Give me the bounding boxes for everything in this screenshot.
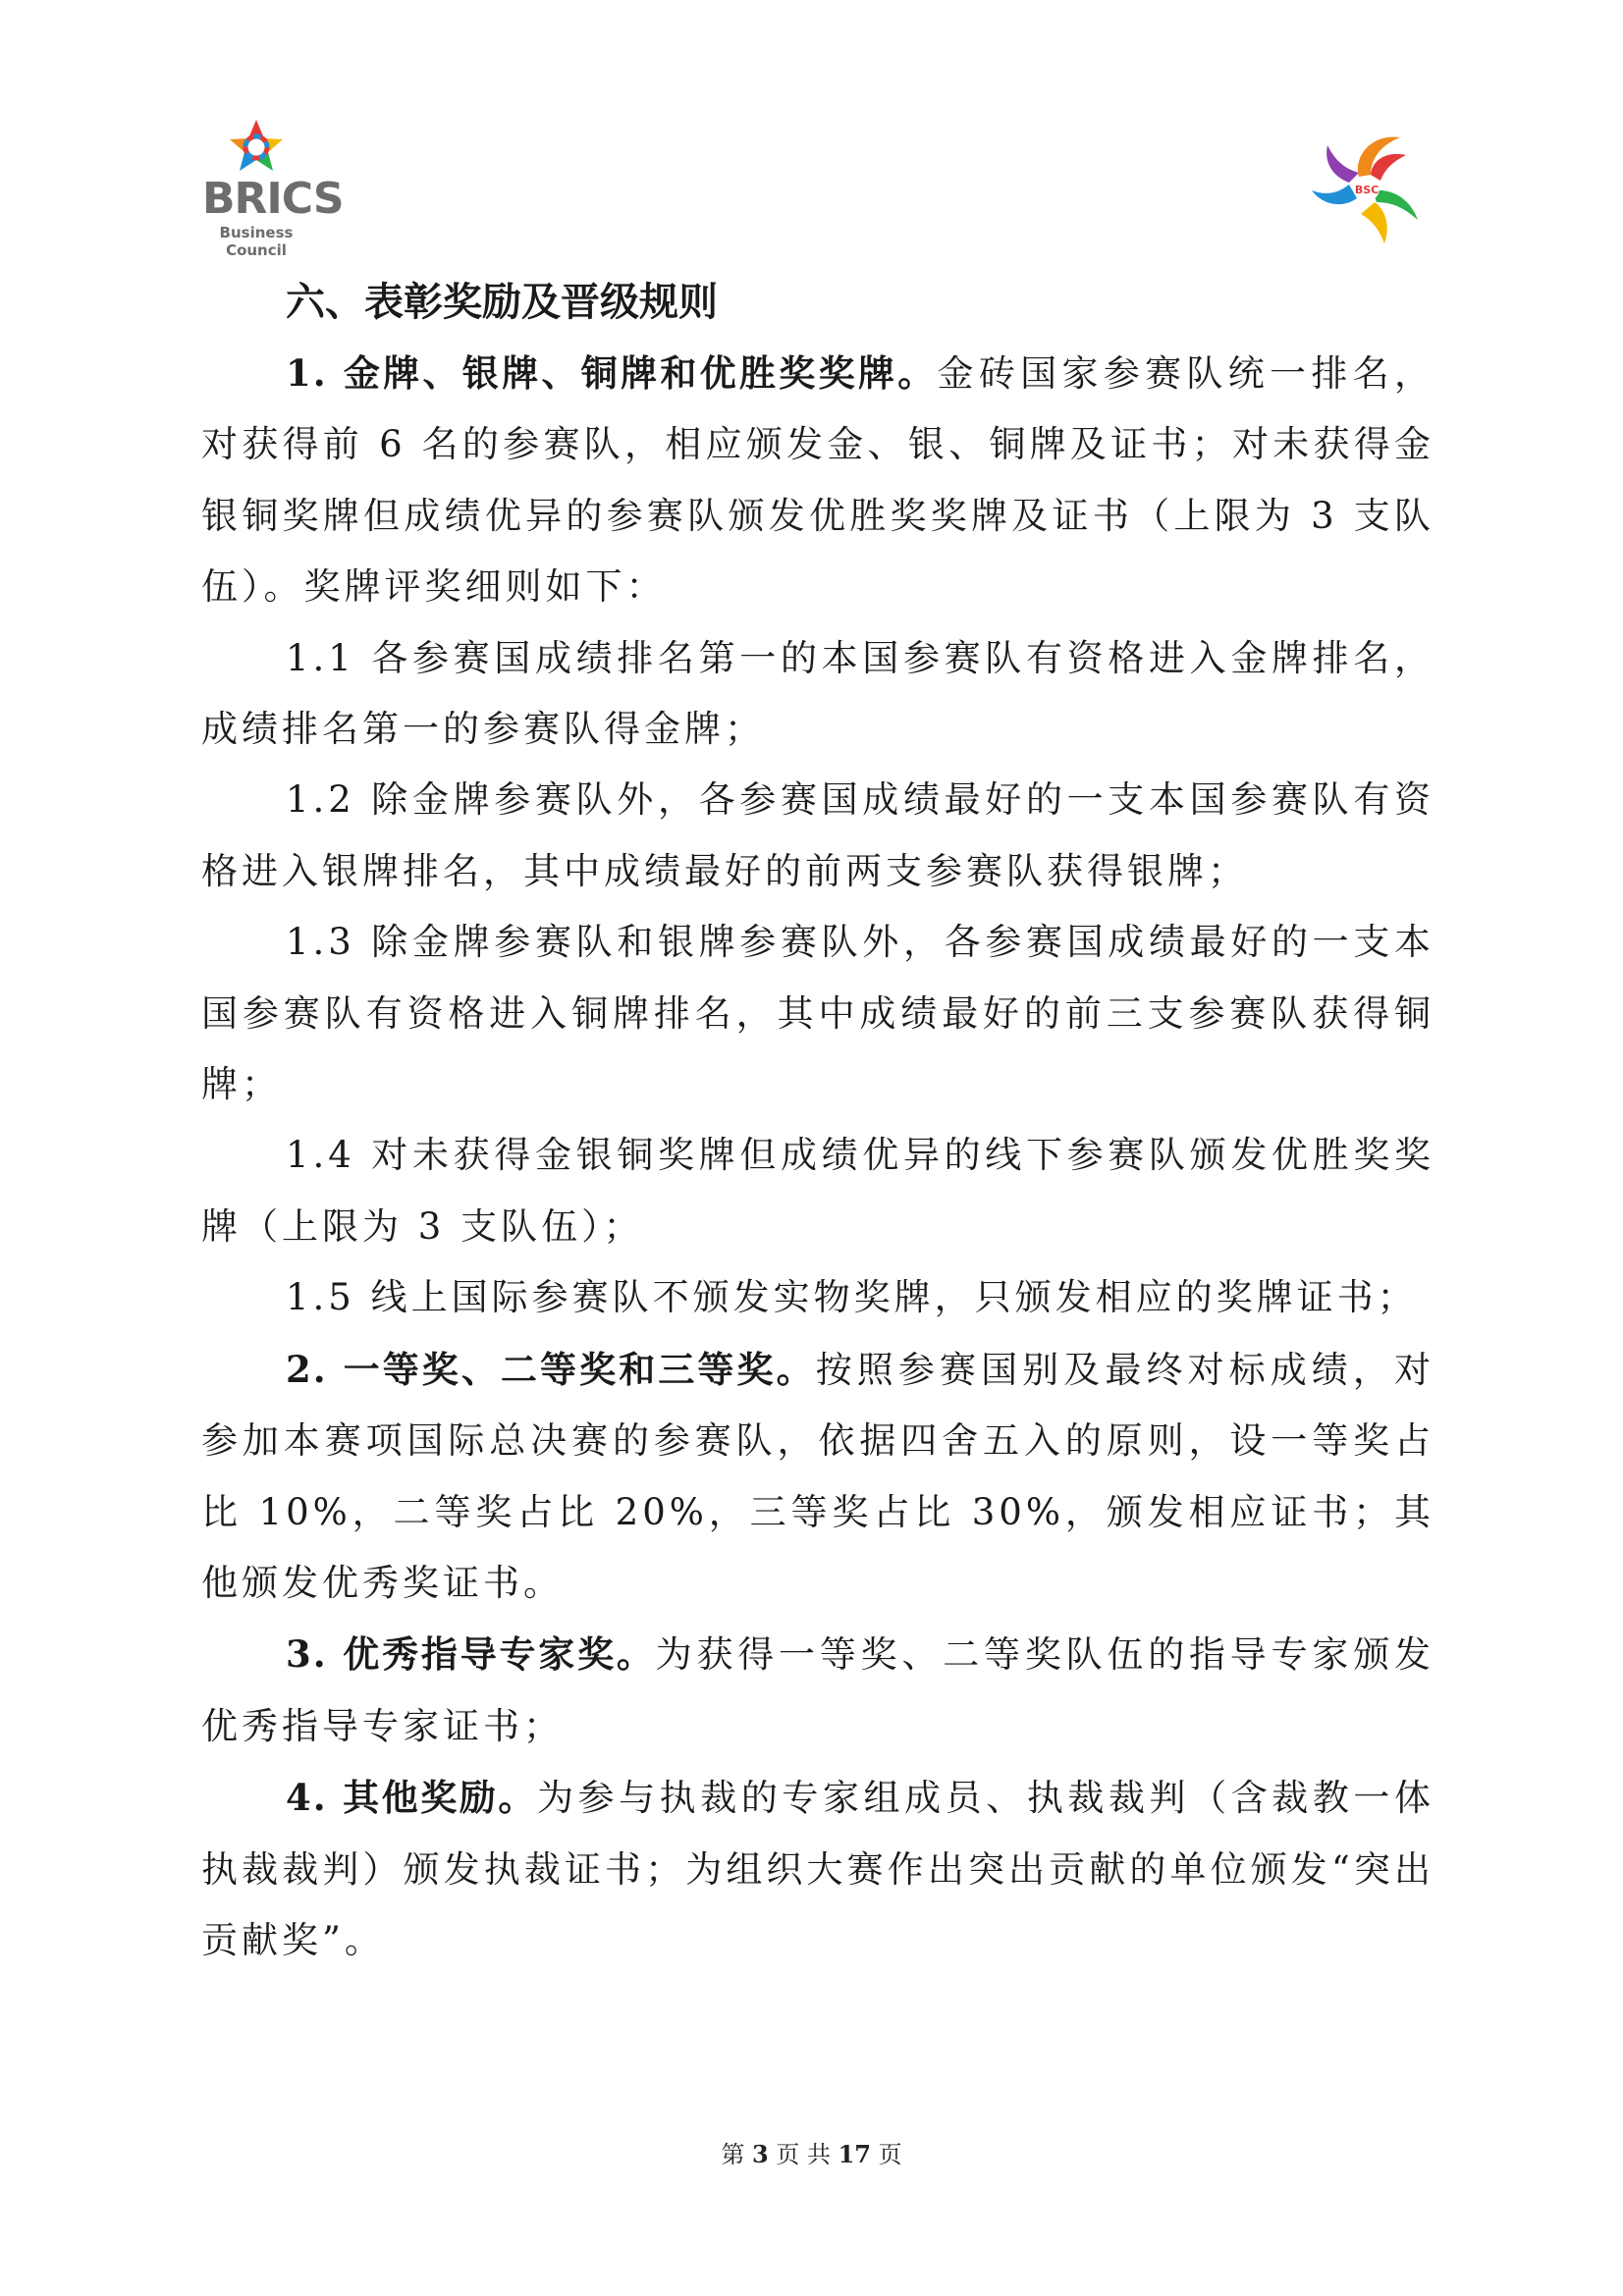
paragraph-1-3 bbox=[201, 907, 1434, 1120]
paragraph-4-text: 为参与执裁的专家组成员、执裁裁判（含裁教一体执裁裁判）颁发执裁证书；为组织大赛作出突出贡献的单位颁发“突出贡献奖”。 bbox=[201, 1777, 1434, 1961]
footer-page-number: 3 bbox=[751, 2140, 769, 2168]
paragraph-1-5 bbox=[201, 1262, 1434, 1333]
bsc-swirl-icon bbox=[1304, 126, 1436, 251]
footer-prefix: 第 bbox=[721, 2141, 745, 2168]
logo-business-council-text: Business Council bbox=[219, 224, 294, 259]
paragraph-1-3-text: 1.3 除金牌参赛队和银牌参赛队外，各参赛国成绩最好的一支本国参赛队有资格进入铜牌排名，其中成绩最好的前三支参赛队获得铜牌； bbox=[201, 921, 1434, 1106]
paragraph-1-5-text: 1.5 线上国际参赛队不颁发实物奖牌，只颁发相应的奖牌证书； bbox=[286, 1276, 1418, 1319]
paragraph-1-1-text: 1.1 各参赛国成绩排名第一的本国参赛队有资格进入金牌排名，成绩排名第一的参赛队得金牌； bbox=[201, 636, 1434, 751]
paragraph-1-4-text: 1.4 对未获得金银铜奖牌但成绩优异的线下参赛队颁发优胜奖奖牌（上限为 3 支队伍）； bbox=[201, 1134, 1434, 1248]
logo-brics-text: BRICS bbox=[202, 174, 344, 224]
paragraph-2-text: 按照参赛国别及最终对标成绩，对参加本赛项国际总决赛的参赛队，依据四舍五入的原则，设一等奖占比 10%，二等奖占比 20%，三等奖占比 30%，颁发相应证书；其他颁发优秀奖证书。 bbox=[201, 1348, 1434, 1604]
paragraph-3-text: 为获得一等奖、二等奖队伍的指导专家颁发优秀指导专家证书； bbox=[201, 1633, 1434, 1747]
brics-star-icon bbox=[202, 116, 310, 177]
logo-bsc-text: BSC bbox=[1354, 184, 1380, 196]
paragraph-2-bold-lead: 2. 一等奖、二等奖和三等奖。 bbox=[286, 1347, 816, 1391]
document-body bbox=[201, 267, 1434, 1976]
brics-business-council-logo bbox=[202, 116, 344, 261]
paragraph-3-bold-lead: 3. 优秀指导专家奖。 bbox=[286, 1632, 656, 1677]
paragraph-1-bold-lead: 1. 金牌、银牌、铜牌和优胜奖奖牌。 bbox=[286, 351, 938, 395]
footer-middle: 页 共 bbox=[776, 2141, 831, 2168]
paragraph-4 bbox=[201, 1762, 1434, 1976]
bsc-logo bbox=[1304, 126, 1436, 251]
paragraph-1-2 bbox=[201, 765, 1434, 907]
footer-total-pages: 17 bbox=[838, 2140, 872, 2168]
paragraph-1-2-text: 1.2 除金牌参赛队外，各参赛国成绩最好的一支本国参赛队有资格进入银牌排名，其中成绩最好的前两支参赛队获得银牌； bbox=[201, 778, 1434, 892]
paragraph-1-1 bbox=[201, 623, 1434, 766]
paragraph-1-text: 金砖国家参赛队统一排名，对获得前 6 名的参赛队，相应颁发金、银、铜牌及证书；对未获得金银铜奖牌但成绩优异的参赛队颁发优胜奖奖牌及证书（上限为 3 支队伍）。奖牌评奖细则如下： bbox=[201, 352, 1435, 609]
paragraph-2 bbox=[201, 1334, 1434, 1620]
paragraph-4-bold-lead: 4. 其他奖励。 bbox=[286, 1776, 537, 1820]
page-footer bbox=[0, 2135, 1623, 2169]
footer-suffix: 页 bbox=[878, 2141, 902, 2168]
section-heading: 六、表彰奖励及晋级规则 bbox=[286, 280, 718, 325]
paragraph-3 bbox=[201, 1619, 1434, 1762]
paragraph-1-4 bbox=[201, 1120, 1434, 1262]
paragraph-1 bbox=[201, 338, 1434, 623]
